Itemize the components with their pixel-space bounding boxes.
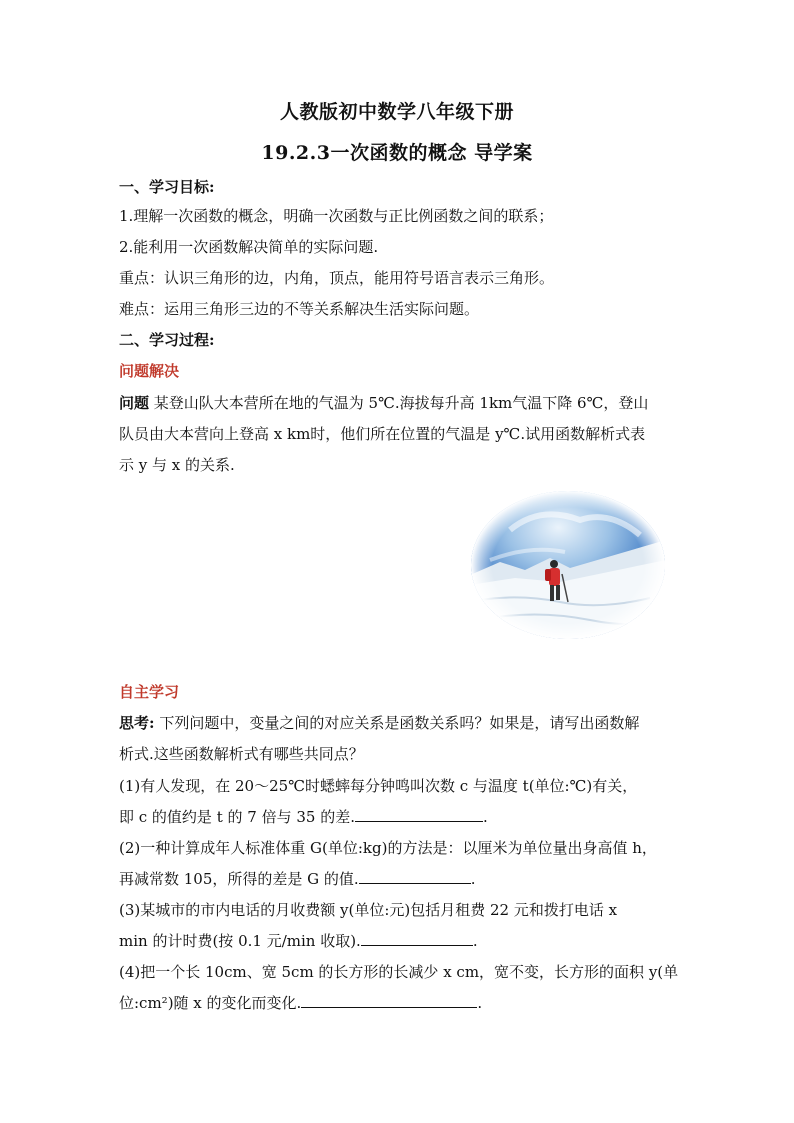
question-4-line-2 bbox=[119, 993, 679, 1013]
question-1-text: 即 c 的值约是 t 的 7 倍与 35 的差. bbox=[119, 808, 355, 826]
period-3: . bbox=[472, 932, 478, 950]
answer-blank-2[interactable] bbox=[359, 869, 471, 884]
answer-blank-4[interactable] bbox=[301, 993, 477, 1008]
question-4-line-1: (4)把一个长 10cm、宽 5cm 的长方形的长减少 x cm，宽不变，长方形的面积 y(单 bbox=[119, 963, 679, 981]
think-line-2: 析式.这些函数解析式有哪些共同点？ bbox=[119, 745, 364, 763]
goal-item-2: 2.能利用一次函数解决简单的实际问题. bbox=[119, 238, 379, 256]
problem-label: 问题 bbox=[119, 394, 150, 412]
difficulty-point: 难点：运用三角形三边的不等关系解决生活实际问题。 bbox=[119, 300, 480, 318]
question-2-line-1: (2)一种计算成年人标准体重 G(单位:kg)的方法是：以厘米为单位量出身高值 h， bbox=[119, 839, 657, 857]
problem-line-2: 队员由大本营向上登高 x km时，他们所在位置的气温是 y℃.试用函数解析式表 bbox=[119, 425, 646, 443]
period-1: . bbox=[482, 808, 488, 826]
mountaineer-photo bbox=[470, 490, 666, 640]
question-3-text: min 的计时费(按 0.1 元/min 收取). bbox=[119, 932, 361, 950]
question-3-line-2 bbox=[119, 931, 679, 951]
think-line-1 bbox=[119, 713, 679, 733]
key-point: 重点：认识三角形的边，内角，顶点，能用符号语言表示三角形。 bbox=[119, 269, 555, 287]
answer-blank-3[interactable] bbox=[361, 931, 473, 946]
problem-line-3: 示 y 与 x 的关系. bbox=[119, 456, 235, 474]
problem-text-1: 某登山队大本营所在地的气温为 5℃.海拔每升高 1km气温下降 6℃，登山 bbox=[149, 394, 649, 412]
period-2: . bbox=[470, 870, 476, 888]
think-text-1: 下列问题中，变量之间的对应关系是函数关系吗？如果是，请写出函数解 bbox=[154, 714, 640, 732]
section-self-study: 自主学习 bbox=[119, 683, 180, 701]
period-4: . bbox=[477, 994, 483, 1012]
question-3-line-1: (3)某城市的市内电话的月收费额 y(单位:元)包括月租费 22 元和拨打电话 x bbox=[119, 901, 618, 919]
problem-line-1 bbox=[119, 393, 679, 413]
question-2-line-2 bbox=[119, 869, 679, 889]
answer-blank-1[interactable] bbox=[355, 807, 483, 822]
question-2-text: 再减常数 105，所得的差是 G 的值. bbox=[119, 870, 359, 888]
think-label: 思考: bbox=[119, 714, 155, 732]
section-problem-solving: 问题解决 bbox=[119, 362, 180, 380]
process-heading: 二、学习过程: bbox=[119, 331, 215, 349]
goals-heading: 一、学习目标: bbox=[119, 178, 215, 196]
goal-item-1: 1.理解一次函数的概念，明确一次函数与正比例函数之间的联系； bbox=[119, 207, 554, 225]
question-1-line-1: (1)有人发现，在 20～25℃时蟋蟀每分钟鸣叫次数 c 与温度 t(单位:℃)有关， bbox=[119, 777, 638, 795]
question-4-text: 位:cm²)随 x 的变化而变化. bbox=[119, 994, 302, 1012]
document-subtitle: 19.2.3一次函数的概念 导学案 bbox=[261, 142, 533, 164]
question-1-line-2 bbox=[119, 807, 679, 827]
document-title: 人教版初中数学八年级下册 bbox=[279, 101, 514, 123]
